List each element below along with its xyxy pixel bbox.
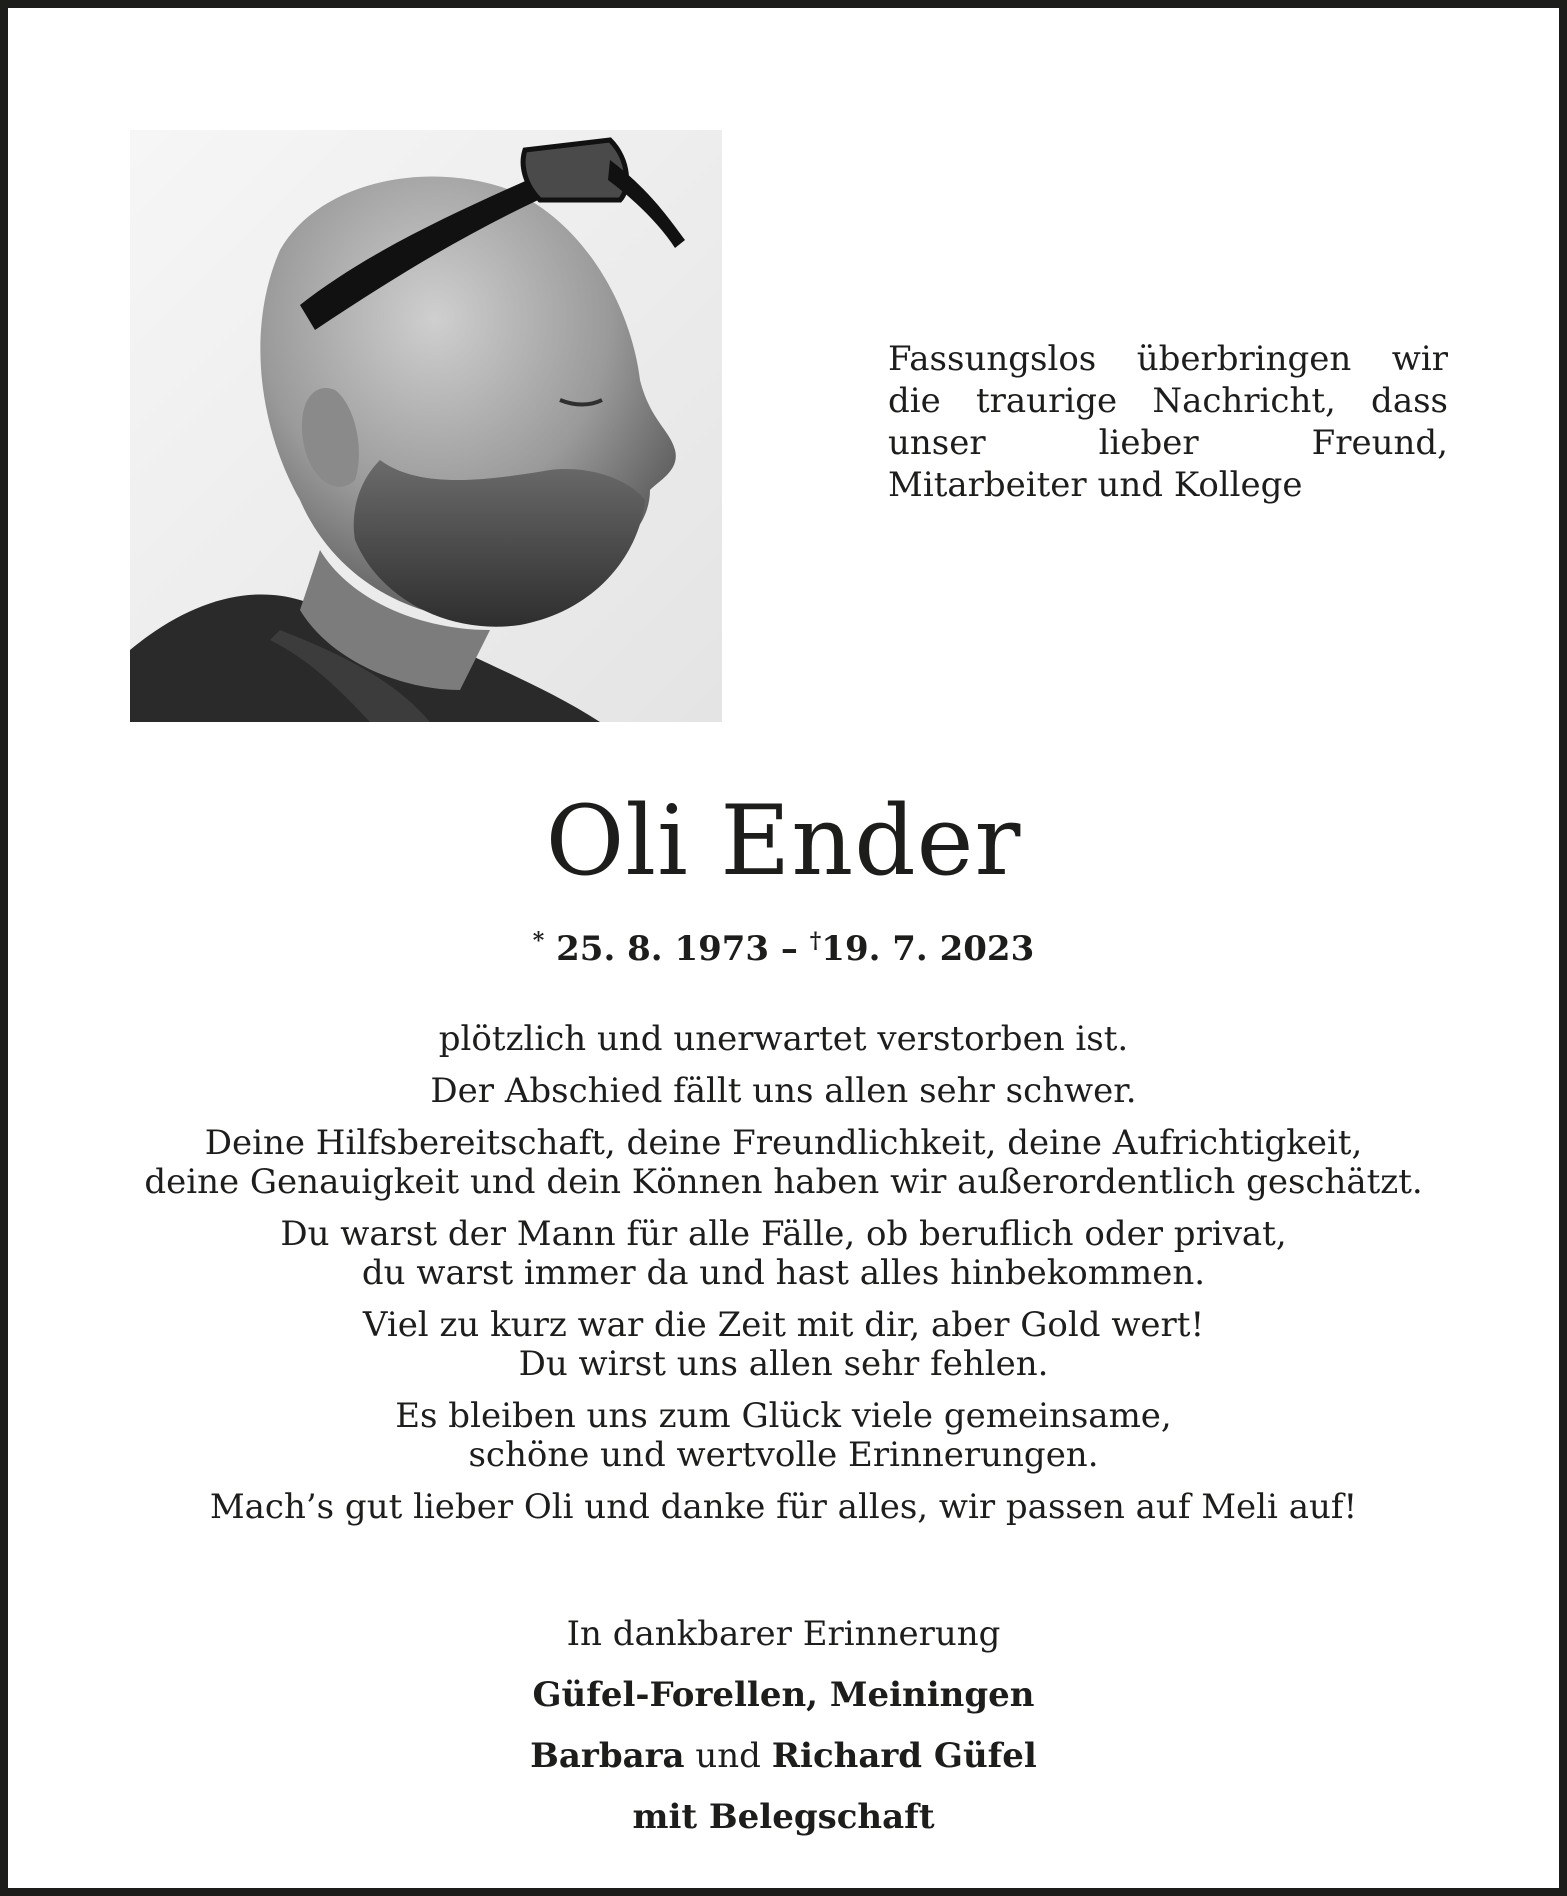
stanza <box>68 1397 1499 1475</box>
signers-line <box>8 1726 1559 1787</box>
text-line: Viel zu kurz war die Zeit mit dir, aber Gold wert! <box>362 1305 1205 1345</box>
death-date: 19. 7. 2023 <box>821 929 1035 969</box>
deceased-name: Oli Ender <box>545 785 1022 897</box>
life-dates <box>8 926 1559 972</box>
text-line: schöne und wertvolle Erinnerungen. <box>468 1435 1099 1475</box>
portrait-image <box>130 130 722 722</box>
stanza <box>68 1020 1499 1059</box>
death-symbol: † <box>809 928 822 954</box>
portrait-photo <box>130 130 722 722</box>
stanza <box>68 1072 1499 1111</box>
text-line: Deine Hilfsbereitschaft, deine Freundlichkeit, deine Aufrichtigkeit, <box>204 1123 1363 1163</box>
birth-symbol: * <box>532 928 545 954</box>
staff-line: mit Belegschaft <box>632 1797 935 1837</box>
closing-signature <box>8 1604 1559 1848</box>
stanza <box>68 1124 1499 1202</box>
closing-line: In dankbarer Erinnerung <box>566 1614 1001 1654</box>
birth-date: 25. 8. 1973 <box>556 929 770 969</box>
text-line: Mach’s gut lieber Oli und danke für alles, wir passen auf Meli auf! <box>209 1487 1358 1527</box>
obituary-text <box>68 1020 1499 1540</box>
stanza <box>68 1488 1499 1527</box>
stanza <box>68 1215 1499 1293</box>
signer-richard: Richard Güfel <box>771 1736 1037 1776</box>
conjunction: und <box>695 1736 761 1776</box>
date-separator: – <box>780 929 798 969</box>
text-line: Es bleiben uns zum Glück viele gemeinsame, <box>395 1396 1172 1436</box>
text-line: Der Abschied fällt uns allen sehr schwer. <box>430 1071 1137 1111</box>
text-line: Du wirst uns allen sehr fehlen. <box>518 1344 1049 1384</box>
text-line: Du warst der Mann für alle Fälle, ob beruflich oder privat, <box>280 1214 1287 1254</box>
stanza <box>68 1306 1499 1384</box>
signer-barbara: Barbara <box>530 1736 685 1776</box>
company-name: Güfel-Forellen, Meiningen <box>532 1675 1035 1715</box>
intro-text: Fassungslos überbringen wir die traurige Nachricht, dass unser lieber Freund, Mitarbeiter und Kollege <box>888 339 1448 505</box>
text-line: plötzlich und unerwartet verstorben ist. <box>438 1019 1129 1059</box>
text-line: deine Genauigkeit und dein Können haben wir außerordentlich geschätzt. <box>144 1162 1423 1202</box>
text-line: du warst immer da und hast alles hinbekommen. <box>361 1253 1206 1293</box>
